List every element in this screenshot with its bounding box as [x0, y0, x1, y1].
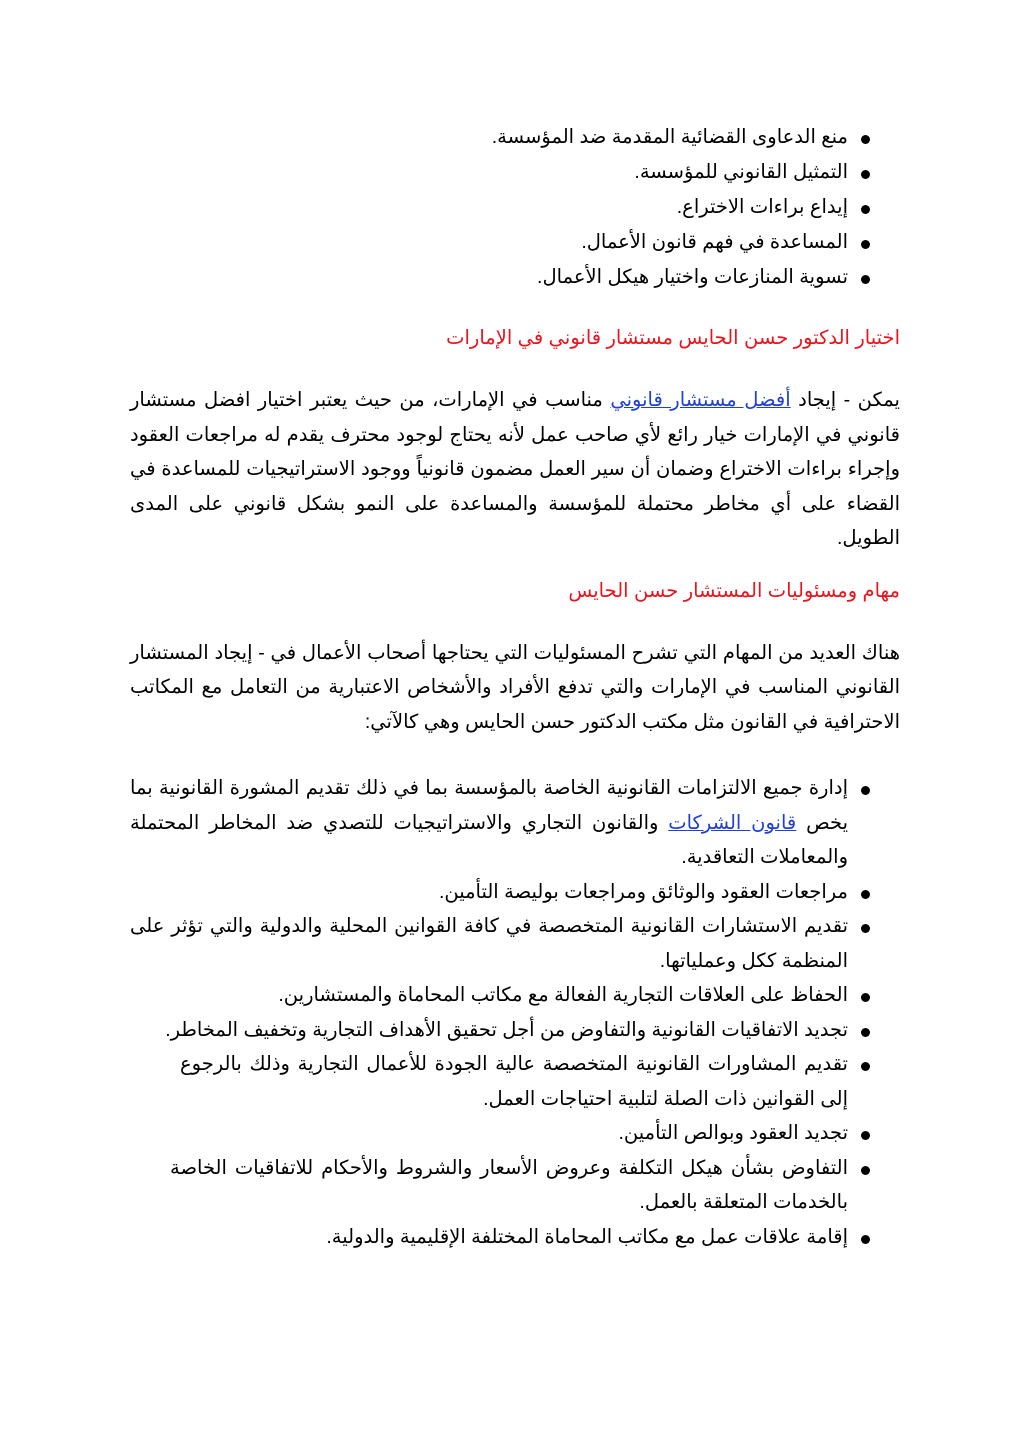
- bullet-icon: [861, 890, 870, 899]
- paragraph-duties: هناك العديد من المهام التي تشرح المسئوليات التي يحتاجها أصحاب الأعمال في - إيجاد المستشار القانوني المناسب في الإمارات والتي تدفع الأفراد والأشخاص الاعتبارية من التعامل مع المكاتب الاحترافية في القانون مثل مكتب الدكتور حسن الحايس وهي كالآتي:: [130, 641, 900, 733]
- bullet-icon: [861, 1235, 870, 1244]
- list-item-text: تجديد العقود وبوالص التأمين.: [618, 1122, 848, 1144]
- bullet-icon: [861, 1131, 870, 1140]
- list-item-text: التمثيل القانوني للمؤسسة.: [634, 161, 848, 183]
- list-item: [130, 1220, 900, 1255]
- list-item-text: تقديم المشاورات القانونية المتخصصة عالية الجودة للأعمال التجارية وذلك بالرجوع إلى القوانين ذات الصلة لتلبية احتياجات العمل.: [180, 1053, 848, 1110]
- document-page: [130, 110, 900, 1254]
- bullet-icon: [861, 993, 870, 1002]
- paragraph-text: مناسب في الإمارات، من حيث يعتبر اختيار افضل مستشار قانوني في الإمارات خيار رائع لأي صاحب عمل لأنه يحتاج لوجود محترف يقدم له مراجعات العقود وإجراء براءات الاختراع وضمان أن سير العمل مضمون قانونياً ووجود الاستراتيجيات للمساعدة في القضاء على أي مخاطر محتملة للمؤسسة والمساعدة على النمو بشكل قانوني على المدى الطويل.: [130, 389, 900, 549]
- list-item: [130, 190, 900, 225]
- bullet-icon: [861, 135, 870, 144]
- list-item-text: الحفاظ على العلاقات التجارية الفعالة مع مكاتب المحاماة والمستشارين.: [278, 984, 848, 1006]
- bullet-icon: [861, 786, 870, 795]
- bullet-icon: [861, 1028, 870, 1037]
- bullet-icon: [861, 1062, 870, 1071]
- list-item: [130, 1047, 900, 1116]
- list-item-text: والقانون التجاري والاستراتيجيات للتصدي ضد المخاطر المحتملة والمعاملات التعاقدية.: [130, 811, 848, 868]
- list-item: [130, 1116, 900, 1151]
- bullet-icon: [861, 205, 870, 214]
- list-item: [130, 120, 900, 155]
- list-item: [130, 1151, 900, 1220]
- list-item-text: إقامة علاقات عمل مع مكاتب المحاماة المختلفة الإقليمية والدولية.: [326, 1225, 848, 1248]
- list-item-text: تقديم الاستشارات القانونية المتخصصة في كافة القوانين المحلية والدولية والتي تؤثر على المنظمة ككل وعملياتها.: [130, 915, 848, 972]
- bullet-icon: [861, 170, 870, 179]
- paragraph-text: يمكن - إيجاد: [790, 389, 900, 411]
- list-item: [130, 771, 900, 875]
- services-list: [130, 120, 900, 295]
- bullet-icon: [861, 240, 870, 249]
- company-law-link[interactable]: قانون الشركات: [668, 811, 797, 834]
- section-heading-duties: مهام ومسئوليات المستشار حسن الحايس: [568, 579, 900, 602]
- duties-list: [130, 771, 900, 1254]
- list-item-text: إدارة جميع الالتزامات القانونية الخاصة بالمؤسسة بما في ذلك تقديم المشورة القانونية بما يخص: [130, 777, 848, 834]
- bullet-icon: [861, 1166, 870, 1175]
- list-item: [130, 1013, 900, 1048]
- section-heading-choose-consultant: اختيار الدكتور حسن الحايس مستشار قانوني في الإمارات: [446, 327, 900, 349]
- list-item-text: إيداع براءات الاختراع.: [676, 196, 848, 218]
- list-item-text: التفاوض بشأن هيكل التكلفة وعروض الأسعار والشروط والأحكام للاتفاقيات الخاصة بالخدمات المتعلقة بالعمل.: [170, 1156, 848, 1213]
- list-item: [130, 225, 900, 260]
- list-item-text: المساعدة في فهم قانون الأعمال.: [581, 231, 848, 253]
- list-item: [130, 155, 900, 190]
- list-item: [130, 978, 900, 1013]
- list-item: [130, 260, 900, 295]
- list-item-text: تسوية المنازعات واختيار هيكل الأعمال.: [537, 266, 848, 288]
- best-legal-consultant-link[interactable]: أفضل مستشار قانوني: [610, 389, 791, 411]
- list-item: [130, 875, 900, 910]
- list-item: [130, 909, 900, 978]
- bullet-icon: [861, 275, 870, 284]
- list-item-text: تجديد الاتفاقيات القانونية والتفاوض من أجل تحقيق الأهداف التجارية وتخفيف المخاطر.: [165, 1018, 848, 1041]
- list-item-text: منع الدعاوى القضائية المقدمة ضد المؤسسة.: [491, 126, 848, 148]
- bullet-icon: [861, 924, 870, 933]
- paragraph-choose-consultant: [130, 383, 900, 556]
- list-item-text: مراجعات العقود والوثائق ومراجعات بوليصة التأمين.: [438, 880, 848, 903]
